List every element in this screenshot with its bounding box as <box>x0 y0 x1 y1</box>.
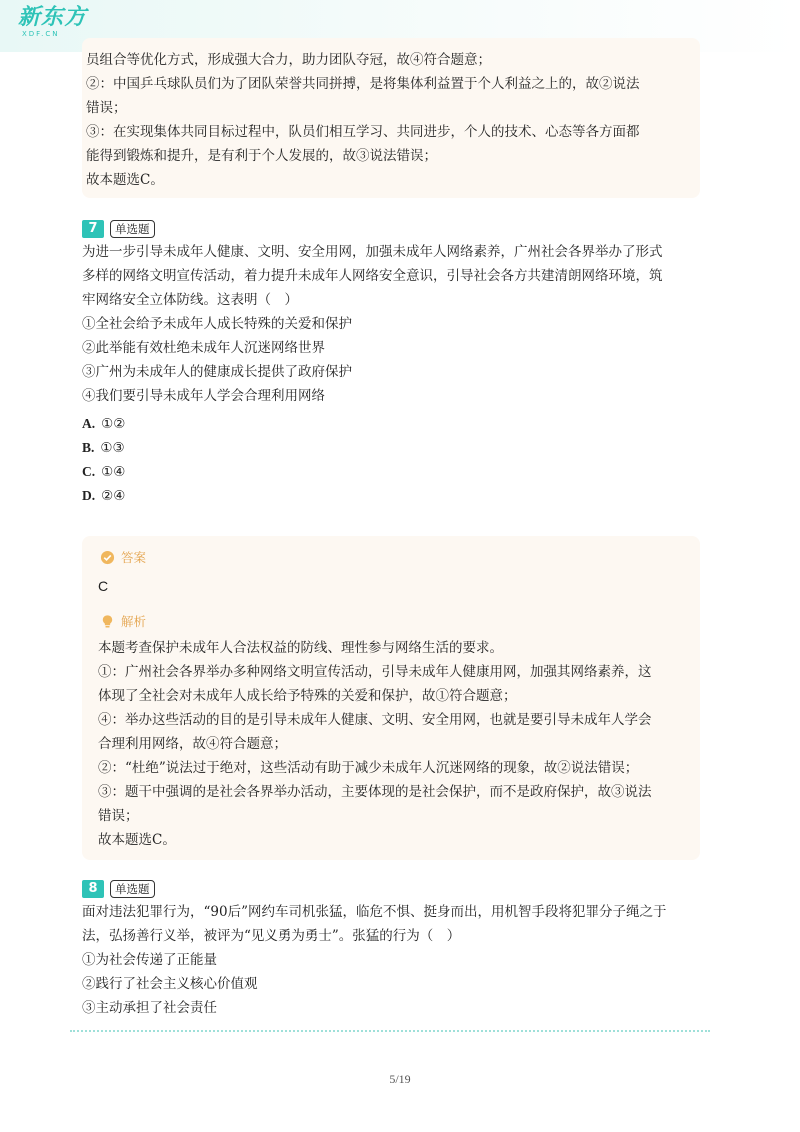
option-a[interactable] <box>82 414 125 434</box>
question-type-badge: 单选题 <box>110 220 155 238</box>
question-7-header <box>82 220 155 238</box>
analysis-line: 故本题选C。 <box>98 832 176 848</box>
analysis-tag <box>100 612 146 630</box>
analysis-line: 合理利用网络，故④符合题意； <box>98 736 287 752</box>
option-label: A. <box>82 416 96 431</box>
stem-line: 法，弘扬善行义举，被评为“见义勇为勇士”。张猛的行为（ ） <box>82 928 461 944</box>
option-label: D. <box>82 488 96 503</box>
statement: ③主动承担了社会责任 <box>82 1000 217 1016</box>
lightbulb-icon <box>100 614 115 629</box>
analysis-line: 体现了全社会对未成年人成长给予特殊的关爱和保护，故①符合题意； <box>98 688 517 704</box>
question-number: 8 <box>82 880 104 898</box>
stem-line: 多样的网络文明宣传活动，着力提升未成年人网络安全意识，引导社会各方共建清朗网络环境，筑 <box>82 268 663 284</box>
option-text: ①④ <box>101 464 126 480</box>
answer-section <box>100 548 146 566</box>
analysis-line: ②：“杜绝”说法过于绝对，这些活动有助于减少未成年人沉迷网络的现象，故②说法错误； <box>98 760 639 776</box>
analysis-tag-label: 解析 <box>121 614 147 629</box>
question-type-badge: 单选题 <box>110 880 155 898</box>
analysis-line: 错误； <box>86 100 127 116</box>
answer-tag-label: 答案 <box>121 550 147 565</box>
analysis-line: 本题考查保护未成年人合法权益的防线、理性参与网络生活的要求。 <box>98 640 503 656</box>
option-text: ②④ <box>101 488 126 504</box>
statement: ②践行了社会主义核心价值观 <box>82 976 258 992</box>
analysis-line: 能得到锻炼和提升，是有利于个人发展的，故③说法错误； <box>86 148 437 164</box>
page-number: 5/19 <box>389 1072 411 1086</box>
option-d[interactable] <box>82 486 125 506</box>
check-badge-icon <box>100 550 115 565</box>
analysis-line: 故本题选C。 <box>86 172 164 188</box>
stem-line: 面对违法犯罪行为，“90后”网约车司机张猛，临危不惧、挺身而出，用机智手段将犯罪分子绳之于 <box>82 904 667 920</box>
option-c[interactable] <box>82 462 125 482</box>
statement: ①全社会给予未成年人成长特殊的关爱和保护 <box>82 316 352 332</box>
statement: ④我们要引导未成年人学会合理利用网络 <box>82 388 325 404</box>
analysis-line: ③：题干中强调的是社会各界举办活动，主要体现的是社会保护，而不是政府保护，故③说法 <box>98 784 652 800</box>
option-text: ①② <box>101 416 126 432</box>
prev-analysis-text <box>86 48 640 192</box>
statement: ③广州为未成年人的健康成长提供了政府保护 <box>82 364 352 380</box>
answer-value: C <box>98 578 109 594</box>
option-b[interactable] <box>82 438 125 458</box>
question-7-stem <box>82 240 663 408</box>
logo-subtext: XDF.CN <box>22 30 60 38</box>
option-label: C. <box>82 464 96 479</box>
analysis-line: ④：举办这些活动的目的是引导未成年人健康、文明、安全用网，也就是要引导未成年人学会 <box>98 712 652 728</box>
stem-line: 为进一步引导未成年人健康、文明、安全用网，加强未成年人网络素养，广州社会各界举办了形式 <box>82 244 663 260</box>
stem-line: 牢网络安全立体防线。这表明（ ） <box>82 292 298 308</box>
statement: ②此举能有效杜绝未成年人沉迷网络世界 <box>82 340 325 356</box>
analysis-section <box>100 612 146 630</box>
xdf-logo <box>18 6 87 38</box>
statement: ①为社会传递了正能量 <box>82 952 217 968</box>
analysis-line: 员组合等优化方式，形成强大合力，助力团队夺冠，故④符合题意； <box>86 52 491 68</box>
logo-text: 新东方 <box>18 5 88 30</box>
analysis-text <box>98 636 652 852</box>
analysis-line: ①：广州社会各界举办多种网络文明宣传活动，引导未成年人健康用网，加强其网络素养，这 <box>98 664 652 680</box>
question-8-header <box>82 880 155 898</box>
question-8-stem <box>82 900 666 1020</box>
analysis-line: ②：中国乒乓球队员们为了团队荣誉共同拼搏，是将集体利益置于个人利益之上的，故②说法 <box>86 76 640 92</box>
dotted-divider <box>70 1030 710 1032</box>
option-label: B. <box>82 440 95 455</box>
option-text: ①③ <box>100 440 125 456</box>
answer-tag <box>100 548 146 566</box>
question-number: 7 <box>82 220 104 238</box>
analysis-line: 错误； <box>98 808 139 824</box>
analysis-line: ③：在实现集体共同目标过程中，队员们相互学习、共同进步，个人的技术、心态等各方面都 <box>86 124 640 140</box>
